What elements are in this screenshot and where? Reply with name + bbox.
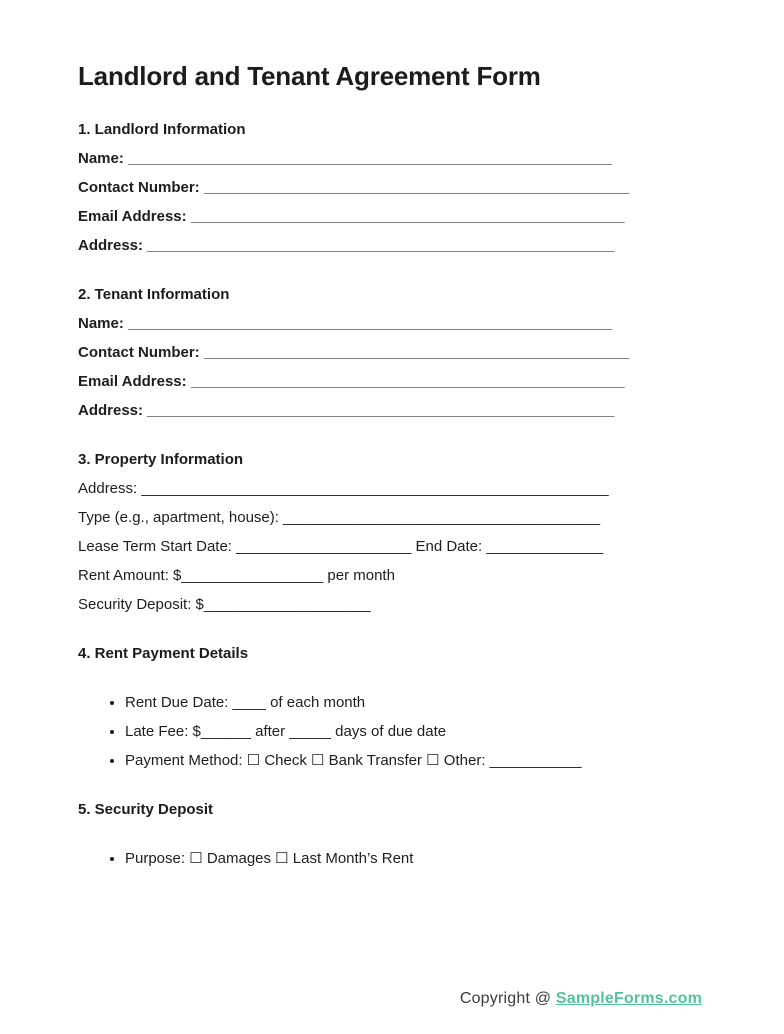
sampleforms-link[interactable]: SampleForms.com (555, 990, 702, 1007)
property-fields (78, 474, 728, 619)
document-page (78, 60, 728, 873)
section-heading-landlord: 1. Landlord Information (78, 121, 246, 138)
section-rent-payment-details (78, 639, 728, 775)
landlord-email-line: Email Address: ____________________________________________________ (78, 208, 625, 225)
section-heading-security-deposit: 5. Security Deposit (78, 801, 214, 818)
rent-due-date-item: • Rent Due Date: ____ of each month (125, 688, 728, 717)
landlord-address-line: Address: ________________________________________________________ (78, 237, 615, 254)
document-title: Landlord and Tenant Agreement Form (78, 61, 541, 91)
tenant-address-line: Address: ________________________________________________________ (78, 402, 615, 419)
landlord-contact-line: Contact Number: ___________________________________________________ (78, 179, 630, 196)
rent-amount-line: Rent Amount: $_________________ per month (78, 567, 395, 584)
page-footer (460, 989, 702, 1009)
tenant-contact-line: Contact Number: ___________________________________________________ (78, 344, 630, 361)
property-address-line: Address: ________________________________________________________ (78, 480, 609, 497)
rent-payment-bullet-list (78, 688, 728, 775)
tenant-email-line: Email Address: ____________________________________________________ (78, 373, 625, 390)
copyright-text: Copyright @ (459, 990, 552, 1007)
section-heading-rent-payment: 4. Rent Payment Details (78, 645, 249, 662)
section-heading-property: 3. Property Information (78, 451, 244, 468)
section-tenant-information (78, 280, 728, 425)
payment-method-item: • Payment Method: ☐ Check ☐ Bank Transfer ☐ Other: ___________ (125, 746, 728, 775)
tenant-name-line: Name: __________________________________________________________ (78, 315, 612, 332)
late-fee-item: • Late Fee: $______ after _____ days of due date (125, 717, 728, 746)
landlord-name-line: Name: __________________________________________________________ (78, 150, 612, 167)
deposit-purpose-item: • Purpose: ☐ Damages ☐ Last Month’s Rent (125, 844, 728, 873)
section-security-deposit (78, 795, 728, 873)
section-property-information (78, 445, 728, 619)
tenant-fields (78, 309, 728, 425)
security-deposit-bullet-list (78, 844, 728, 873)
security-deposit-line: Security Deposit: $____________________ (78, 596, 371, 613)
landlord-fields (78, 144, 728, 260)
section-heading-tenant: 2. Tenant Information (78, 286, 230, 303)
lease-term-line: Lease Term Start Date: _____________________ End Date: ______________ (78, 538, 604, 555)
property-type-line: Type (e.g., apartment, house): ______________________________________ (78, 509, 601, 526)
section-landlord-information (78, 115, 728, 260)
